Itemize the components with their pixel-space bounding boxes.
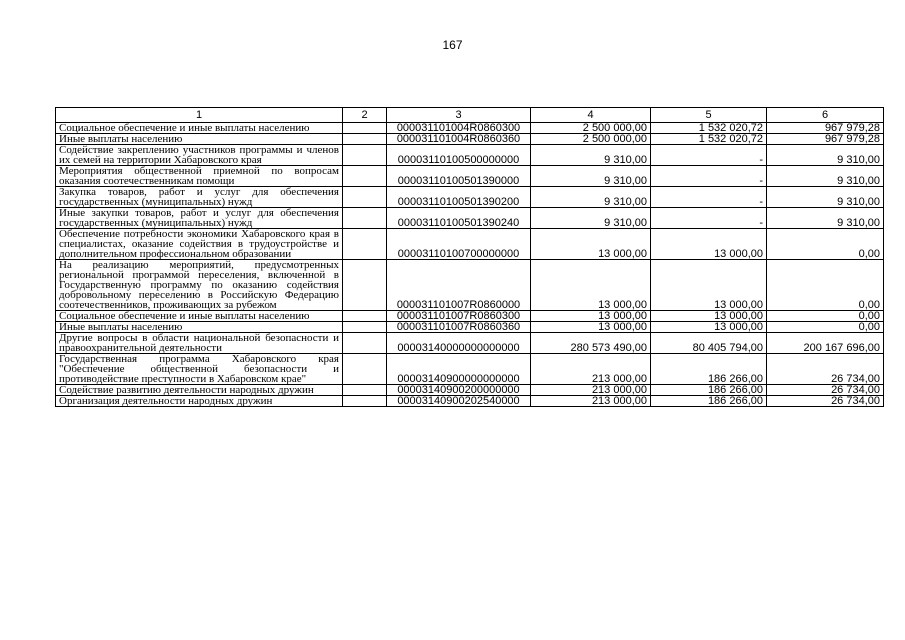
table-row [56,229,884,260]
row-col-2 [343,123,387,134]
row-name: Социальное обеспечение и иные выплаты населению [56,311,343,322]
row-code: 00003110100700000000 [387,229,531,260]
row-value-4: 280 573 490,00 [531,333,651,354]
header-col-2: 2 [343,108,387,123]
row-value-4: 213 000,00 [531,354,651,385]
row-value-5: 186 266,00 [651,354,767,385]
row-code: 00003140900000000000 [387,354,531,385]
table-row [56,396,884,407]
page-number: 167 [442,38,463,52]
table-row [56,134,884,145]
header-row [56,108,884,123]
row-col-2 [343,354,387,385]
row-name: Обеспечение потребности экономики Хабаровского края в специалистах, оказание содействия в трудоустройстве и дополнительном профессиональном образовании [56,229,343,260]
row-value-4: 2 500 000,00 [531,134,651,145]
row-name: Мероприятия общественной приемной по вопросам оказания соотечественникам помощи [56,166,343,187]
row-value-5: - [651,208,767,229]
row-code: 00003140900202540000 [387,396,531,407]
row-value-5: 13 000,00 [651,229,767,260]
row-value-4: 9 310,00 [531,145,651,166]
row-value-5: 13 000,00 [651,322,767,333]
row-name: Социальное обеспечение и иные выплаты населению [56,123,343,134]
row-col-2 [343,134,387,145]
row-value-5: 186 266,00 [651,385,767,396]
row-value-6: 9 310,00 [767,166,884,187]
row-value-4: 13 000,00 [531,322,651,333]
budget-table [55,107,884,407]
row-name: Содействие развитию деятельности народных дружин [56,385,343,396]
row-name: На реализацию мероприятий, предусмотренных региональной программой переселения, включенной в Государственную программу по оказанию содействия добровольному переселению в Российскую Федерацию соотечественников, проживающих за рубежом [56,260,343,311]
row-name: Содействие закреплению участников программы и членов их семей на территории Хабаровского края [56,145,343,166]
row-name: Иные выплаты населению [56,322,343,333]
row-col-2 [343,396,387,407]
row-name: Организация деятельности народных дружин [56,396,343,407]
row-code: 000031101007R0860360 [387,322,531,333]
row-col-2 [343,166,387,187]
row-code: 00003140900200000000 [387,385,531,396]
row-code: 000031101004R0860300 [387,123,531,134]
row-value-5: 13 000,00 [651,260,767,311]
row-value-4: 13 000,00 [531,311,651,322]
row-name: Другие вопросы в области национальной безопасности и правоохранительной деятельности [56,333,343,354]
row-value-4: 9 310,00 [531,187,651,208]
row-value-4: 213 000,00 [531,396,651,407]
row-col-2 [343,187,387,208]
table-row [56,354,884,385]
table-row [56,385,884,396]
row-value-6: 967 979,28 [767,123,884,134]
row-col-2 [343,311,387,322]
header-col-4: 4 [531,108,651,123]
row-code: 000031101007R0860300 [387,311,531,322]
row-value-4: 9 310,00 [531,166,651,187]
row-value-5: 1 532 020,72 [651,134,767,145]
row-value-5: - [651,187,767,208]
table-row [56,260,884,311]
row-col-2 [343,260,387,311]
row-code: 00003140000000000000 [387,333,531,354]
row-col-2 [343,333,387,354]
row-value-4: 9 310,00 [531,208,651,229]
table-row [56,145,884,166]
row-value-4: 2 500 000,00 [531,123,651,134]
table-row [56,311,884,322]
table-row [56,333,884,354]
row-name: Иные закупки товаров, работ и услуг для обеспечения государственных (муниципальных) нужд [56,208,343,229]
row-col-2 [343,229,387,260]
row-name: Государственная программа Хабаровского края "Обеспечение общественной безопасности и противодействие преступности в Хабаровском крае" [56,354,343,385]
row-value-6: 200 167 696,00 [767,333,884,354]
row-value-5: 80 405 794,00 [651,333,767,354]
row-value-6: 0,00 [767,229,884,260]
row-value-6: 9 310,00 [767,145,884,166]
row-col-2 [343,322,387,333]
row-value-6: 0,00 [767,322,884,333]
row-value-6: 26 734,00 [767,396,884,407]
header-col-6: 6 [767,108,884,123]
table-row [56,123,884,134]
row-col-2 [343,208,387,229]
row-value-4: 13 000,00 [531,260,651,311]
row-value-6: 0,00 [767,311,884,322]
row-value-4: 213 000,00 [531,385,651,396]
row-value-6: 9 310,00 [767,208,884,229]
row-value-6: 9 310,00 [767,187,884,208]
row-col-2 [343,385,387,396]
row-value-5: 1 532 020,72 [651,123,767,134]
header-col-5: 5 [651,108,767,123]
table-row [56,166,884,187]
row-value-6: 967 979,28 [767,134,884,145]
row-value-4: 13 000,00 [531,229,651,260]
row-name: Закупка товаров, работ и услуг для обеспечения государственных (муниципальных) нужд [56,187,343,208]
row-code: 00003110100501390000 [387,166,531,187]
row-code: 00003110100501390200 [387,187,531,208]
row-code: 000031101007R0860000 [387,260,531,311]
row-col-2 [343,145,387,166]
row-code: 00003110100500000000 [387,145,531,166]
row-value-6: 26 734,00 [767,385,884,396]
row-value-6: 0,00 [767,260,884,311]
row-name: Иные выплаты населению [56,134,343,145]
header-col-3: 3 [387,108,531,123]
table-row [56,322,884,333]
table-row [56,208,884,229]
row-value-6: 26 734,00 [767,354,884,385]
row-value-5: - [651,166,767,187]
row-code: 00003110100501390240 [387,208,531,229]
row-code: 000031101004R0860360 [387,134,531,145]
row-value-5: 13 000,00 [651,311,767,322]
row-value-5: 186 266,00 [651,396,767,407]
header-col-1: 1 [56,108,343,123]
table-row [56,187,884,208]
row-value-5: - [651,145,767,166]
